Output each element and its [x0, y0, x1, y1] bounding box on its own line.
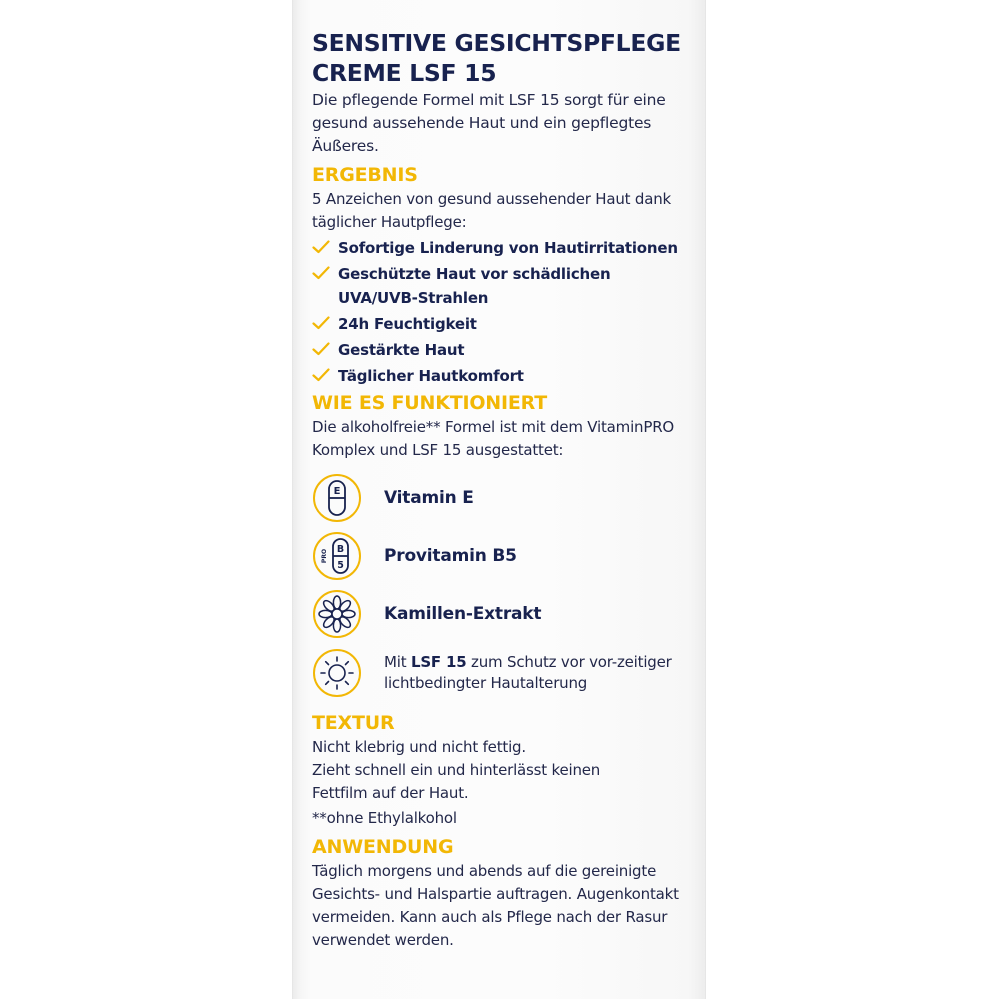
anwendung-heading: ANWENDUNG	[312, 836, 454, 858]
list-item	[312, 236, 702, 260]
benefit-label: Geschützte Haut vor schädlichen UVA/UVB-Strahlen	[338, 265, 611, 307]
lsf-description: Mit LSF 15 zum Schutz vor vor-zeitiger lichtbedingter Hautalterung	[384, 653, 672, 692]
checkmark-icon	[312, 342, 330, 356]
feature-label: Vitamin E	[384, 488, 474, 508]
funktion-heading: WIE ES FUNKTIONIERT	[312, 392, 547, 414]
intro-text: Die pflegende Formel mit LSF 15 sorgt für eine gesund aussehende Haut und ein gepflegtes Äußeres.	[312, 91, 666, 155]
benefit-label: Täglicher Hautkomfort	[338, 367, 524, 385]
feature-vitamin-e	[312, 470, 702, 526]
checkmark-icon	[312, 240, 330, 254]
footnote: **ohne Ethylalkohol	[312, 809, 457, 827]
benefit-label: Sofortige Linderung von Hautirritationen	[338, 239, 678, 257]
feature-label: Kamillen-Extrakt	[384, 604, 542, 624]
textur-heading: TEXTUR	[312, 712, 395, 734]
list-item	[312, 312, 702, 336]
icon-letter-e: E	[333, 486, 341, 497]
list-item	[312, 262, 702, 310]
feature-lsf	[312, 644, 702, 702]
icon-pro-label: PRO	[321, 548, 328, 564]
funktion-text: Die alkoholfreie** Formel ist mit dem VitaminPRO Komplex und LSF 15 ausgestattet:	[312, 418, 675, 459]
sun-icon	[312, 648, 362, 698]
list-item	[312, 364, 702, 388]
icon-letter-b: B	[336, 544, 345, 555]
feature-list	[312, 470, 702, 702]
ergebnis-heading: ERGEBNIS	[312, 164, 418, 186]
textur-line-2: Zieht schnell ein und hinterlässt keinen Fettfilm auf der Haut.	[312, 761, 601, 802]
textur-line-1: Nicht klebrig und nicht fettig.	[312, 738, 526, 756]
benefit-label: Gestärkte Haut	[338, 341, 465, 359]
checkmark-icon	[312, 316, 330, 330]
checkmark-icon	[312, 266, 330, 280]
benefit-label: 24h Feuchtigkeit	[338, 315, 477, 333]
ergebnis-text: 5 Anzeichen von gesund aussehender Haut dank täglicher Hautpflege:	[312, 190, 672, 231]
checkmark-icon	[312, 368, 330, 382]
vitamin-e-capsule-icon	[312, 473, 362, 523]
title-line-2: CREME LSF 15	[312, 59, 497, 87]
feature-kamille	[312, 586, 702, 642]
package-text-content	[312, 28, 702, 952]
list-item	[312, 338, 702, 362]
product-title	[312, 28, 702, 88]
provitamin-b5-capsule-icon	[312, 531, 362, 581]
icon-digit-5: 5	[337, 560, 344, 571]
benefit-list	[312, 236, 702, 388]
title-line-1: SENSITIVE GESICHTSPFLEGE	[312, 29, 681, 57]
anwendung-text: Täglich morgens und abends auf die gereinigte Gesichts- und Halspartie auftragen. Augenkontakt vermeiden. Kann auch als Pflege nach der Rasur verwendet werden.	[312, 862, 679, 949]
feature-provitamin-b5	[312, 528, 702, 584]
chamomile-flower-icon	[312, 589, 362, 639]
lsf-value: LSF 15	[410, 653, 467, 671]
feature-label: Provitamin B5	[384, 546, 517, 566]
